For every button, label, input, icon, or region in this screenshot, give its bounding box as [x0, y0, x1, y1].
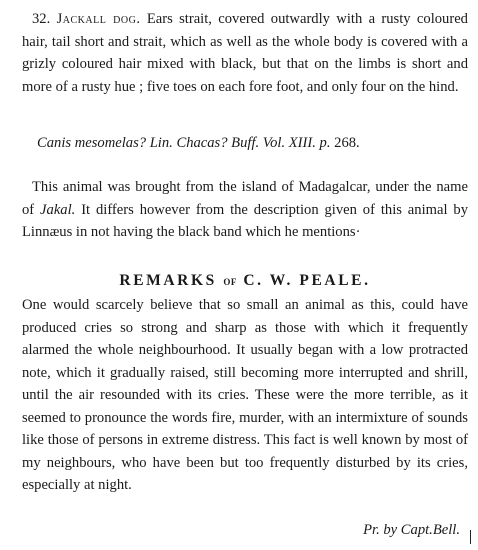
- reference-page: 268.: [334, 135, 360, 151]
- remarks-heading: [22, 270, 468, 293]
- entry-name: Jackall dog.: [56, 11, 141, 27]
- entry-description: Ears strait, covered outwardly with a rusty coloured hair, tail short and strait, which as well as the whole body is covered with a grizly coloured hair mixed with black, but that on the limbs is short and more of a rusty hue ; five toes on each fore foot, and only four on the hind.: [22, 11, 468, 95]
- reference-text: Canis mesomelas? Lin. Chacas? Buff. Vol. XIII. p.: [37, 135, 331, 151]
- margin-mark: [470, 530, 471, 544]
- account-text-before: This animal was brought from the island of Madagalcar, under the name of: [22, 179, 468, 218]
- heading-of: OF: [223, 277, 237, 287]
- taxonomic-reference: [37, 132, 469, 154]
- account-paragraph: [22, 176, 468, 244]
- account-name-italic: Jakal.: [40, 201, 76, 218]
- heading-remarks: REMARKS: [119, 272, 217, 289]
- account-text-after: It differs however from the description given of this animal by Linnæus in not having the black band which he mentions·: [22, 201, 468, 240]
- signature: Pr. by Capt.Bell.: [363, 522, 460, 538]
- entry-number: 32.: [32, 11, 51, 27]
- remarks-paragraph: One would scarcely believe that so small an animal as this, could have produced cries so strong and sharp as those with which it frequently alarmed the whole neighbourhood. It usually began with a low protracted note, which it gradually raised, still becoming more interrupted and shrill, until the air resounded with its cries. These were the more terrible, as it seemed to pronounce the words fire, murder, with an intermixture of sounds like those of persons in extreme distress. This fact is well known by most of my neighbours, who have been but too frequently disturbed by its cries, especially at night.: [22, 297, 468, 493]
- entry-paragraph: [22, 8, 468, 98]
- heading-author: C. W. PEALE.: [243, 272, 371, 289]
